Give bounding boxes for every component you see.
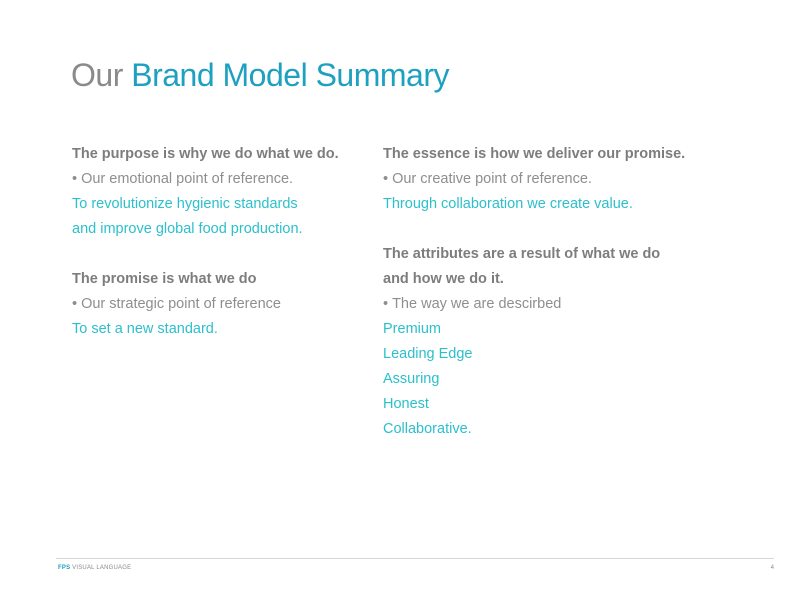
section-gap [383, 217, 743, 242]
purpose-heading: The purpose is why we do what we do. [72, 146, 339, 162]
footer-divider [56, 558, 774, 559]
bullet-icon: • [72, 296, 78, 312]
promise-heading: The promise is what we do [72, 271, 257, 287]
bullet-icon: • [72, 171, 78, 187]
attribute-item: Premium [383, 321, 442, 337]
attribute-item: Assuring [383, 371, 440, 387]
purpose-statement-line: and improve global food production. [72, 221, 303, 237]
promise-statement-line: To set a new standard. [72, 321, 218, 337]
essence-subheading-text: Our creative point of reference. [392, 171, 592, 187]
bullet-icon: • [383, 296, 389, 312]
page-number: 4 [770, 565, 774, 571]
purpose-subheading [72, 167, 372, 192]
attributes-heading-line: and how we do it. [383, 271, 504, 287]
page-title [71, 55, 449, 95]
page-title-accent: Brand Model Summary [131, 57, 449, 93]
essence-section [383, 142, 743, 217]
left-column [72, 142, 372, 342]
footer-brand: FPS [58, 565, 71, 571]
purpose-statement-line: To revolutionize hygienic standards [72, 196, 298, 212]
attribute-item: Collaborative. [383, 421, 472, 437]
section-gap [72, 242, 372, 267]
promise-subheading [72, 292, 372, 317]
page-title-prefix: Our [71, 57, 123, 93]
promise-section [72, 267, 372, 342]
attributes-subheading-text: The way we are descirbed [392, 296, 562, 312]
essence-subheading [383, 167, 743, 192]
right-column [383, 142, 743, 442]
essence-heading: The essence is how we deliver our promise. [383, 146, 686, 162]
footer-label [58, 564, 131, 572]
attribute-item: Honest [383, 396, 429, 412]
promise-subheading-text: Our strategic point of reference [81, 296, 281, 312]
purpose-section [72, 142, 372, 242]
purpose-subheading-text: Our emotional point of reference. [81, 171, 294, 187]
attributes-subheading [383, 292, 743, 317]
attributes-section [383, 242, 743, 442]
bullet-icon: • [383, 171, 389, 187]
essence-statement-line: Through collaboration we create value. [383, 196, 633, 212]
attributes-heading-line: The attributes are a result of what we do [383, 246, 661, 262]
footer-label-text: VISUAL LANGUAGE [72, 565, 132, 571]
attribute-item: Leading Edge [383, 346, 473, 362]
